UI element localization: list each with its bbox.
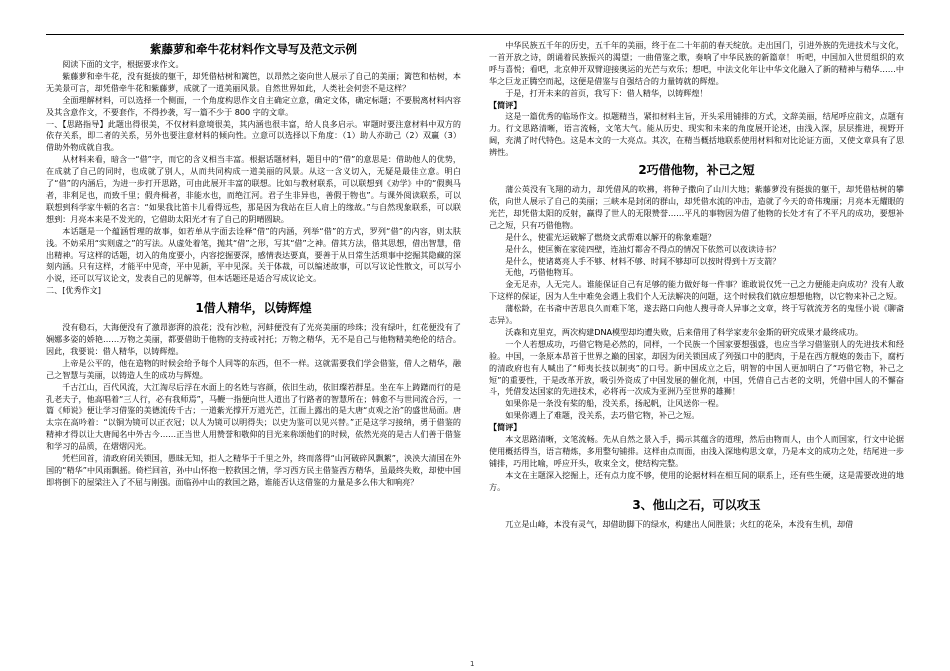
comment-label: 【简评】 [489,422,522,433]
paragraph: 于是，打开未来的首页，我写下：借人精华，以铸辉煌！ [505,87,708,98]
paragraph: 是什么，使诸葛亮人手不够、材料不够、时间不够却可以按时得到十万支箭？ [505,255,781,266]
paragraph: 上帝是公平的，他在造物的时候会给予每个人同等的东西，但不一样。这就需要我们学会借鉴，借人之精华，融己之智慧与美丽，以铸造人生的成功与辉煌。 [46,357,461,380]
paragraph: 沃森和克里克，两次构建DNA模型却均遭失败，后来借用了科学家麦尔金斯的研究成果才最终成功。 [505,326,863,337]
paragraph: 是什么，使霍光运破解了燃烧文武帮难以解开的称象难题？ [505,231,716,242]
paragraph: 如果你是一条没有桨的船，没关系，扬起帆，让风送你一程。 [505,398,724,409]
right-column [489,40,904,662]
paragraph: 千古江山，百代风流，大江淘尽后浮在水面上的名姓与容颜，依旧生动，依旧璨若群星。坐在车上踌躇而行的是孔老夫子，他高唱着“三人行，必有我师焉”，马鞭一指便向世人道出了行路者的智慧所在；韩愈不与世同流合污，一篇《师说》便让学习借鉴的美德流传千古；一道紫光撑开万道光芒，江面上露出的是大唐“贞观之治”的盛世局面。唐太宗在高吟着：“以铜为镜可以正衣冠；以人为镜可以明得失；以史为鉴可以见兴替。”正是这学习接纳，勇于借鉴的精神才得以让大唐闻名中外古今……正当世人用赞誉和敬仰的目光来称颂他们的时候，依然光亮的是古人们善于借鉴和学习的品质，在熠熠闪光。 [46,381,461,452]
page-title: 紫藤萝和牵牛花材料作文导写及范文示例 [150,42,357,56]
comment-label: 【简评】 [489,99,522,110]
paragraph: 紫藤萝和牵牛花，没有挺拔的躯干，却凭借枯树和篱笆，以昂然之姿向世人展示了自己的美丽；篱笆和枯树，本无美景可言，却凭借牵牛花和紫藤萝，成就了一道美丽风景。自然世界如此，人类社会何尝不是这样？ [46,70,461,93]
paragraph: 从材料来看，暗含一“借”字，而它的含义相当丰富。根据话题材料，题目中的“借”的意思是：借助他人的优势，在成就了自己的同时，也成就了别人，从而共同构成一道美丽的风景。从这一含义切入，无疑是最佳立意。明白了“借”的内涵后，为进一步打开思路，可由此展开丰富的联想。比如与教材联系，可以联想到《劝学》中的“假舆马者，非利足也，而致千里；假舟楫者，非能水也，而绝江河。君子生非异也，善假于物也”。与课外阅读联系，可以联想到科学家牛顿的名言：“如果我比笛卡儿看得远些，那是因为我站在巨人肩上的缘故。”与自然现象联系，可以联想到：月亮本来是不发光的，它借助太阳光才有了自己的阴晴圆缺。 [46,154,461,224]
essay-title: 2巧借他物，补己之短 [638,163,755,178]
paragraph: 一个人若想成功，巧借它物是必然的，同样，一个民族一个国家要想强盛，也应当学习借鉴别人的先进技术和经验。中国，一条原本昂首于世界之巅的国家，却因为闭关锁国成了列强口中的肥肉，于是在西方舰炮的轰击下，腐朽的清政府也有人喊出了“师夷长技以制夷”的口号。新中国成立之后，明智的中国人更加明白了“巧借它物，补己之短”的重要性，于是改革开放，吸引外资成了中国发展的催化剂，中国，凭借自己古老的文明，凭借中国人的不懈奋斗，凭借发达国家的先进技术，必将再一次成为亚洲乃至世界的雄狮！ [489,338,904,397]
paragraph: 兀立是山峰，本没有灵气，却借助脚下的绿水，构建出人间胜景；火红的花朵，本没有生机，却借 [505,518,854,529]
paragraph: 金无足赤，人无完人。谁能保证自己有足够的能力做好每一件事？谁敢说仅凭一己之力便能走向成功？没有人敢下这样的保证，因为人生中难免会遇上我们个人无法解决的问题，这个时候我们就应想想他物，以它物来补己之短。 [489,279,904,302]
paragraph: 本话题是一个蕴涵哲理的故事，如若单从字面去诠释“借”的内涵，列举“借”的方式，罗列“借”的内容，则太肤浅。不妨采用“实则虚之”的写法。从虚处着笔，抛其“借”之形，写其“借”之神。借其方法，借其思想，借出智慧，借出精神。写这样的话题，切入的角度要小，内容挖掘要深，感情表达要真，要善于从日常生活琐事中挖掘其隐藏的深刻内涵。只有这样，才能平中见奇，平中见新，平中见深。关于体裁，可以编述故事，可以写议论性散文，可以写小小说，还可以写议论文，发表自己的见解等，但本话题还是适合写成议论文。 [46,225,461,284]
paragraph: 无他，巧借他物耳。 [505,267,579,278]
paragraph: 中华民族五千年的历史，五千年的美丽，终于在二十年前的春天绽放。走出国门，引进外族的先进技术与文化，一首开放之诗，朗诵着民族振兴的渴望；一曲借鉴之歌，奏响了中华民族的新篇章！ 听吧，中国加入世贸组织的欢呼与喜悦；看吧，北京伸开双臂迎接奥运的光芒与欢乐；想吧，中法文化年让中华文化融入了新的精神与精华……中华之巨龙正腾空而起，这便是借鉴与自强结合的力量铸就的辉煌。 [489,40,904,86]
paragraph: 这是一篇优秀的临场作文。拟题精当，紧扣材料主旨，开头采用铺排的方式，文辞美丽，结尾呼应前文，点题有力。行文思路清晰，语言流畅，文笔大气。能从历史、现实和未来的角度展开论述，由浅入深，层层推进，视野开阔，充满了时代特色。这是本文的一大亮点。其次，在精当概括地联系使用材料和对比论证方面，又使文章具有了思辨性。 [489,111,904,158]
essay-title: 1借人精华，以铸辉煌 [195,301,312,316]
left-column [46,40,461,664]
header-rule [46,34,904,35]
paragraph: 是什么，使匡衡在家徒四壁，连油灯都舍不得点的情况下依然可以夜读诗书？ [505,243,781,254]
paragraph: 阅读下面的文字，根据要求作文。 [62,59,184,69]
paragraph: 蒲松龄，在书斋中苦思良久而难下笔，遂去路口向他人搜寻奇人异事之文章，终于写就流芳名的鬼怪小说《聊斋志异》。 [489,303,904,326]
paragraph: 如果你遇上了难题，没关系，去巧借它物，补己之短。 [505,410,700,421]
paragraph: 没有稳石，大海便没有了激昂澎湃的浪花；没有沙粒，河蚌便没有了光亮美丽的珍珠；没有绿叶，红花便没有了娴娜多姿的娇艳……万物之美丽，都要借助于他物的支持或衬托；万物之精华，无不是自己与他物精美绝伦的结合。因此，我要说：借人精华，以铸辉煌。 [46,322,461,356]
essay-title: 3、他山之石，可以攻玉 [632,497,761,512]
page-number: 1 [470,660,475,668]
paragraph: 凭栏回首，清政府闭关锁国，愚昧无知，拒人之精华于千里之外，终而落得“山河破碎风飘絮”，泱泱大清国在外国的“精华”中风雨飘摇。倚栏回首，孙中山怀抱一腔救国之情，学习西方民主借鉴西方精华，虽最终失败，却使中国即将倒下的屋梁注入了不屈与刚强。面临孙中山的救国之路，谁能否认这借鉴的力量是多么伟大和响亮？ [46,453,461,487]
paragraph: 全面理解材料，可以选择一个侧面，一个角度构思作文自主确定立意，确定文体，确定标题；不要脱离材料内容及其含意作文，不要套作，不得抄袭，写一篇不少于 800 字的文章。 [46,94,461,117]
section-label: 二、[优秀作文] [46,285,101,296]
paragraph: 本文在主题深入挖掘上，还有点力度不够，使用的论据材料在相互间的联系上，还有些生硬，这是需要改进的地方。 [489,469,904,492]
paragraph: 蒲公英没有飞翔的动力，却凭借风的吹拂，将种子撒向了山川大地；紫藤萝没有挺拔的躯干，却凭借枯树的攀依，向世人展示了自己的美丽；三峡本是封闭的群山，却凭借水流的冲击，造就了今天的奇伟瑰丽；月亮本无耀眼的光芒，却凭借太阳的反射，赢得了世人的无限赞誉……平凡的事物因为借了他物的长处才有了不平凡的成功，要想补己之短，只有巧借他物。 [489,184,904,230]
paragraph: 一、【思路指导】此题出得很美，不仅材料意境很美，其内涵也很丰富，给人良多启示。审题时要注意材料中双方的依存关系，即二者的关系，另外也要注意材料的倾向性。立意可以选择以下角度：（1）助人亦助己（2）双赢（3）借助外物成就自我。 [46,118,461,153]
paragraph: 本文思路清晰，文笔流畅。先从自然之景入手，揭示其蕴含的道理，然后由物而人，由个人而国家，行文中论据使用概括得当，语言精炼，多用整句铺排。这样由点而面，由浅入深地构思文章，乃是本文的成功之处，结尾进一步铺排，巧用比喻，呼应开头，收束全文，使结构完整。 [489,434,904,468]
